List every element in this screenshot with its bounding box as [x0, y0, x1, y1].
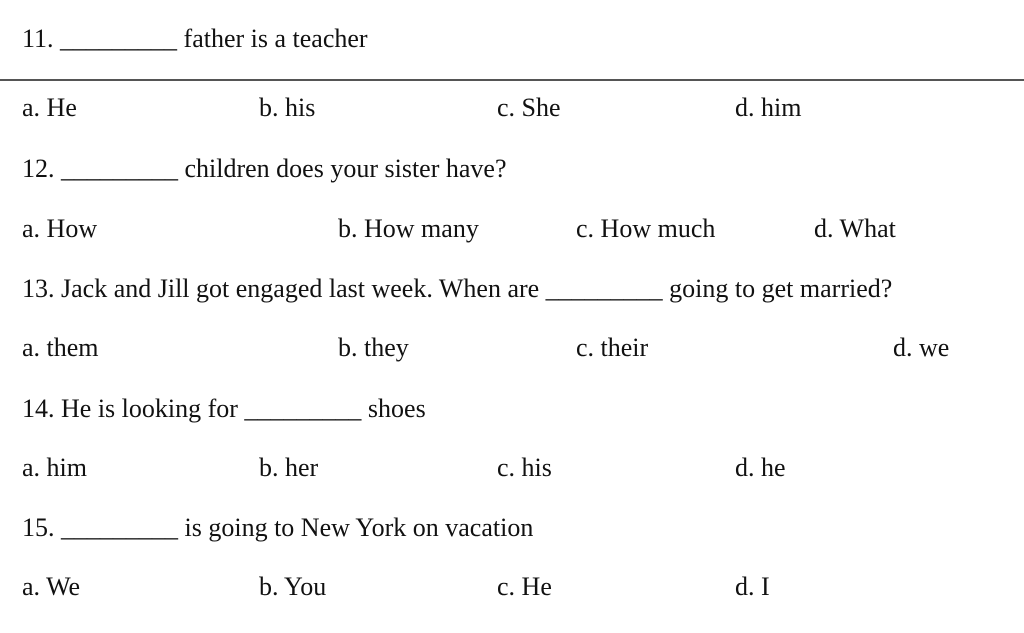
question-12-option-a: a. How	[22, 214, 98, 243]
question-15-stem: 15. _________ is going to New York on vacation	[22, 513, 534, 542]
question-11-option-b: b. his	[259, 93, 316, 122]
question-14-option-d: d. he	[735, 453, 786, 482]
question-13-stem: 13. Jack and Jill got engaged last week. When are _________ going to get married?	[22, 274, 893, 303]
question-15-option-c: c. He	[497, 572, 552, 601]
question-12-option-d: d. What	[814, 214, 896, 243]
question-13-option-a: a. them	[22, 333, 99, 362]
question-11-stem: 11. _________ father is a teacher	[22, 24, 368, 53]
question-15-option-b: b. You	[259, 572, 327, 601]
question-14-stem: 14. He is looking for _________ shoes	[22, 394, 426, 423]
question-13-option-b: b. they	[338, 333, 409, 362]
question-14-option-c: c. his	[497, 453, 552, 482]
question-15-option-a: a. We	[22, 572, 81, 601]
question-13-option-c: c. their	[576, 333, 649, 362]
question-11-option-c: c. She	[497, 93, 561, 122]
question-12-option-b: b. How many	[338, 214, 479, 243]
question-14-option-b: b. her	[259, 453, 319, 482]
question-13-option-d: d. we	[893, 333, 950, 362]
question-12-stem: 12. _________ children does your sister have?	[22, 154, 507, 183]
question-11-option-d: d. him	[735, 93, 802, 122]
question-14-option-a: a. him	[22, 453, 87, 482]
divider-line	[0, 79, 1024, 81]
question-12-option-c: c. How much	[576, 214, 716, 243]
question-11-option-a: a. He	[22, 93, 77, 122]
question-15-option-d: d. I	[735, 572, 770, 601]
